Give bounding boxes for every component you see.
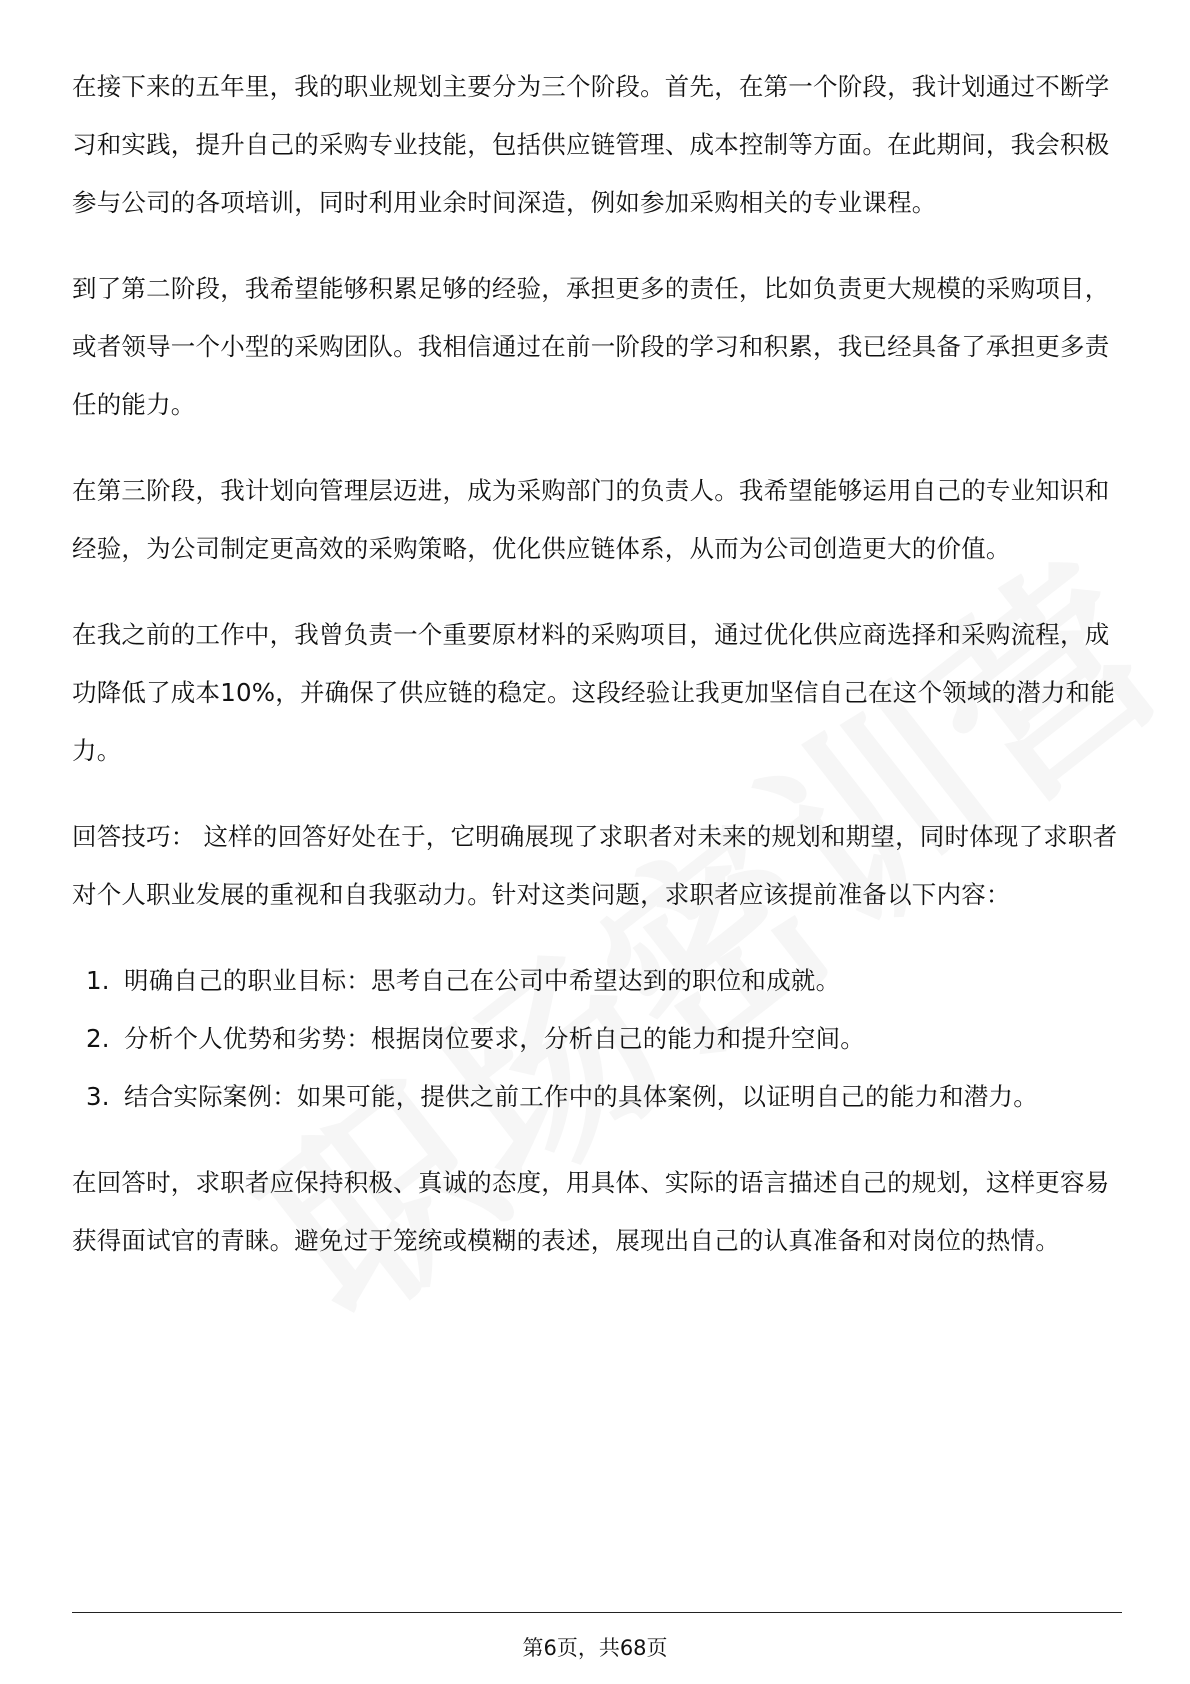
list-item-text: 结合实际案例：如果可能，提供之前工作中的具体案例，以证明自己的能力和潜力。	[124, 1082, 1038, 1111]
paragraph-past-experience: 在我之前的工作中，我曾负责一个重要原材料的采购项目，通过优化供应商选择和采购流程，成功降低了成本10%，并确保了供应链的稳定。这段经验让我更加坚信自己在这个领域的潜力和能力。	[72, 620, 1116, 765]
list-item	[72, 952, 1122, 1010]
list-item-text: 分析个人优势和劣势：根据岗位要求，分析自己的能力和提升空间。	[124, 1024, 865, 1053]
paragraph-answer-tips: 回答技巧： 这样的回答好处在于，它明确展现了求职者对未来的规划和期望，同时体现了求职者对个人职业发展的重视和自我驱动力。针对这类问题，求职者应该提前准备以下内容：	[72, 822, 1118, 909]
list-item-number: 1.	[86, 966, 110, 995]
paragraph-closing: 在回答时，求职者应保持积极、真诚的态度，用具体、实际的语言描述自己的规划，这样更容易获得面试官的青睐。避免过于笼统或模糊的表述，展现出自己的认真准备和对岗位的热情。	[72, 1168, 1110, 1255]
list-item	[72, 1010, 1122, 1068]
list-item-number: 3.	[86, 1082, 110, 1111]
paragraph-stage-two: 到了第二阶段，我希望能够积累足够的经验，承担更多的责任，比如负责更大规模的采购项目，或者领导一个小型的采购团队。我相信通过在前一阶段的学习和积累，我已经具备了承担更多责任的能力。	[72, 274, 1110, 419]
list-item	[72, 1068, 1122, 1126]
paragraph-stage-three: 在第三阶段，我计划向管理层迈进，成为采购部门的负责人。我希望能够运用自己的专业知识和经验，为公司制定更高效的采购策略，优化供应链体系，从而为公司创造更大的价值。	[72, 476, 1110, 563]
page-number: 第6页，共68页	[522, 1636, 668, 1660]
paragraph-career-plan-intro: 在接下来的五年里，我的职业规划主要分为三个阶段。首先，在第一个阶段，我计划通过不断学习和实践，提升自己的采购专业技能，包括供应链管理、成本控制等方面。在此期间，我会积极参与公司的各项培训，同时利用业余时间深造，例如参加采购相关的专业课程。	[72, 72, 1110, 217]
list-item-number: 2.	[86, 1024, 110, 1053]
tips-list	[72, 952, 1122, 1126]
document-page	[72, 58, 1122, 1298]
footer-divider	[72, 1612, 1122, 1613]
list-item-text: 明确自己的职业目标：思考自己在公司中希望达到的职位和成就。	[124, 966, 841, 995]
